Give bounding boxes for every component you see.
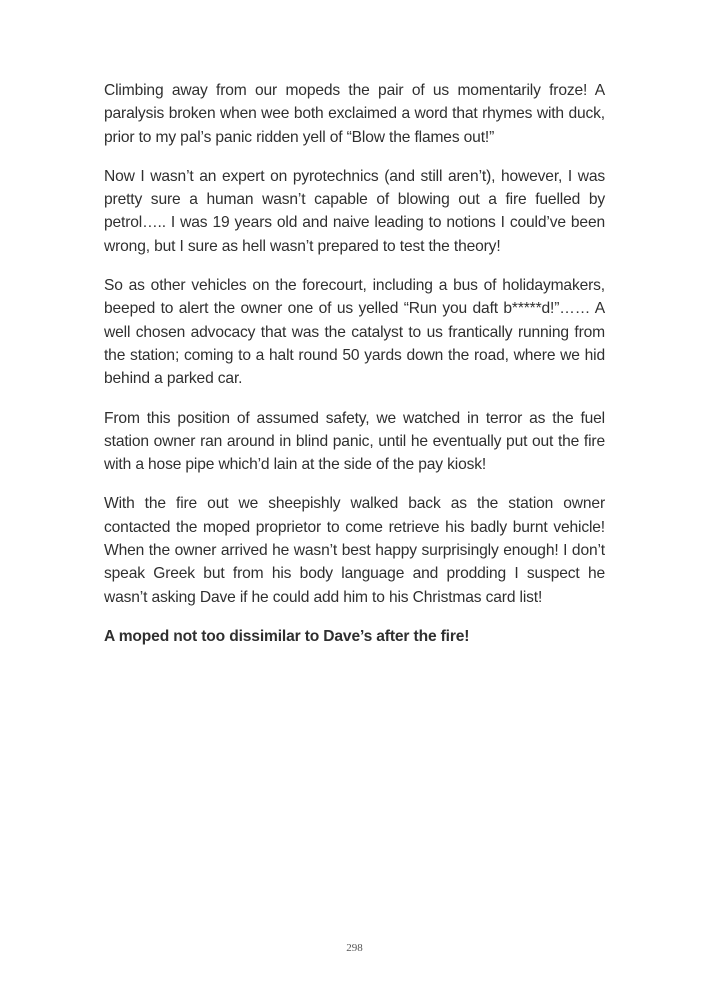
image-caption: A moped not too dissimilar to Dave’s after the fire! (104, 627, 470, 645)
paragraph-5: With the fire out we sheepishly walked back as the station owner contacted the moped proprietor to come retrieve his badly burnt vehicle! When the owner arrived he wasn’t best happy surprisingly enough! I don’t speak Greek but from his body language and prodding I suspect he wasn’t asking Dave if he could add him to his Christmas card list! (104, 495, 605, 606)
paragraph-1: Climbing away from our mopeds the pair of us momentarily froze! A paralysis broken when wee both exclaimed a word that rhymes with duck, prior to my pal’s panic ridden yell of “Blow the flames out!” (104, 82, 605, 146)
body-text (104, 79, 605, 648)
paragraph-2: Now I wasn’t an expert on pyrotechnics (and still aren’t), however, I was pretty sure a human wasn’t capable of blowing out a fire fuelled by petrol….. I was 19 years old and naive leading to notions I could’ve been wrong, but I sure as hell wasn’t prepared to test the theory! (104, 167, 605, 255)
page-number: 298 (346, 942, 363, 954)
paragraph-4: From this position of assumed safety, we watched in terror as the fuel station owner ran around in blind panic, until he eventually put out the fire with a hose pipe which’d lain at the side of the pay kiosk! (104, 409, 605, 474)
paragraph-3: So as other vehicles on the forecourt, including a bus of holidaymakers, beeped to alert the owner one of us yelled “Run you daft b*****d!”…… A well chosen advocacy that was the catalyst to us frantically running from the station; coming to a halt round 50 yards down the road, where we hid behind a parked car. (104, 277, 605, 388)
